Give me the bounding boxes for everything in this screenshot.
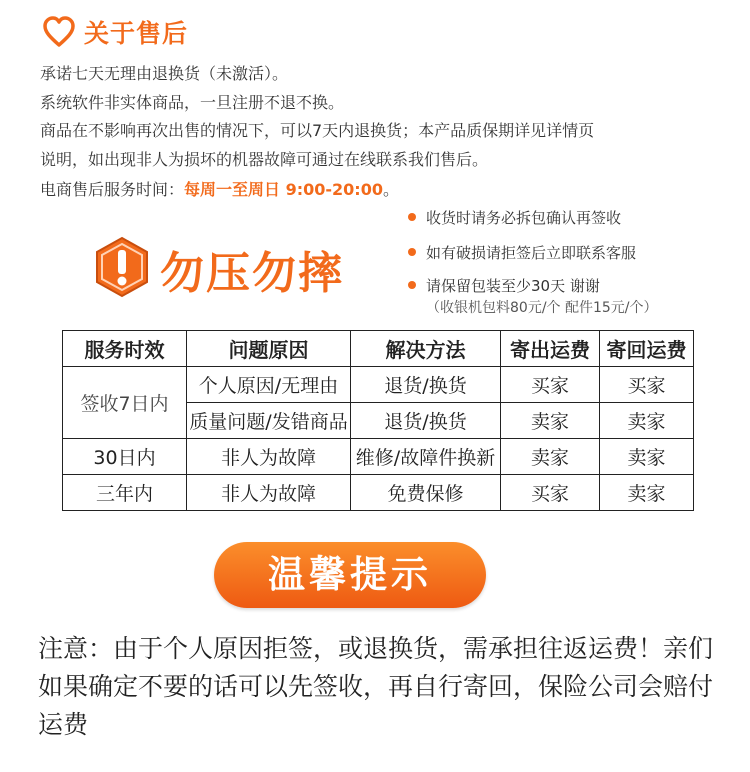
policy-line: 商品在不影响再次出售的情况下，可以7天内退换货；本产品质保期详见详情页 [40, 121, 595, 140]
table-cell: 买家 [501, 367, 600, 403]
policy-line: 说明，如出现非人为损坏的机器故障可通过在线联系我们售后。 [40, 150, 489, 169]
table-header-row [63, 331, 694, 367]
table-cell: 退货/换货 [351, 367, 501, 403]
bullet-item [408, 275, 600, 296]
bullet-text: 收货时请务必拆包确认再签收 [426, 209, 622, 227]
packaging-note: （收银机包料80元/个 配件15元/个） [426, 300, 658, 316]
service-hours [40, 177, 399, 200]
service-hours-end: 。 [382, 180, 399, 199]
bullet-dot [408, 213, 416, 221]
policy-line: 承诺七天无理由退换货（未激活）。 [40, 64, 289, 83]
bullet-text: 请保留包装至少30天 谢谢 [426, 277, 600, 295]
table-cell: 买家 [600, 367, 694, 403]
service-table [62, 330, 694, 511]
table-cell: 签收7日内 [63, 367, 187, 439]
table-cell: 免费保修 [351, 475, 501, 511]
table-cell: 卖家 [600, 403, 694, 439]
table-row [63, 367, 694, 403]
table-cell: 卖家 [501, 403, 600, 439]
table-cell: 维修/故障件换新 [351, 439, 501, 475]
table-cell: 卖家 [501, 439, 600, 475]
table-cell: 非人为故障 [187, 475, 351, 511]
table-cell: 卖家 [600, 475, 694, 511]
table-row [63, 439, 694, 475]
table-cell: 个人原因/无理由 [187, 367, 351, 403]
table-cell: 卖家 [600, 439, 694, 475]
table-cell: 买家 [501, 475, 600, 511]
column-header: 问题原因 [187, 331, 351, 367]
tip-banner: 温馨提示 [214, 542, 486, 608]
bullet-dot [408, 281, 416, 289]
table-row [63, 475, 694, 511]
table-cell: 30日内 [63, 439, 187, 475]
bullet-dot [408, 248, 416, 256]
table-cell: 退货/换货 [351, 403, 501, 439]
section-title: 关于售后 [84, 19, 189, 48]
heart-icon [42, 15, 76, 49]
exclamation-icon [93, 236, 151, 298]
service-hours-label: 电商售后服务时间： [40, 180, 185, 199]
bullet-text: 如有破损请拒签后立即联系客服 [426, 244, 637, 262]
column-header: 服务时效 [63, 331, 187, 367]
table-cell: 三年内 [63, 475, 187, 511]
table-cell: 非人为故障 [187, 439, 351, 475]
column-header: 寄回运费 [600, 331, 694, 367]
notice-text: 注意：由于个人原因拒签，或退换货，需承担往返运费！亲们如果确定不要的话可以先签收，再自行寄回，保险公司会赔付运费 [38, 634, 714, 739]
fragile-warning: 勿压勿摔 [160, 248, 344, 299]
service-hours-value: 每周一至周日 9:00-20:00 [184, 180, 383, 199]
column-header: 解决方法 [351, 331, 501, 367]
policy-line: 系统软件非实体商品，一旦注册不退不换。 [40, 93, 345, 112]
bullet-item [408, 242, 636, 263]
column-header: 寄出运费 [501, 331, 600, 367]
bullet-item [408, 207, 621, 228]
table-cell: 质量问题/发错商品 [187, 403, 351, 439]
